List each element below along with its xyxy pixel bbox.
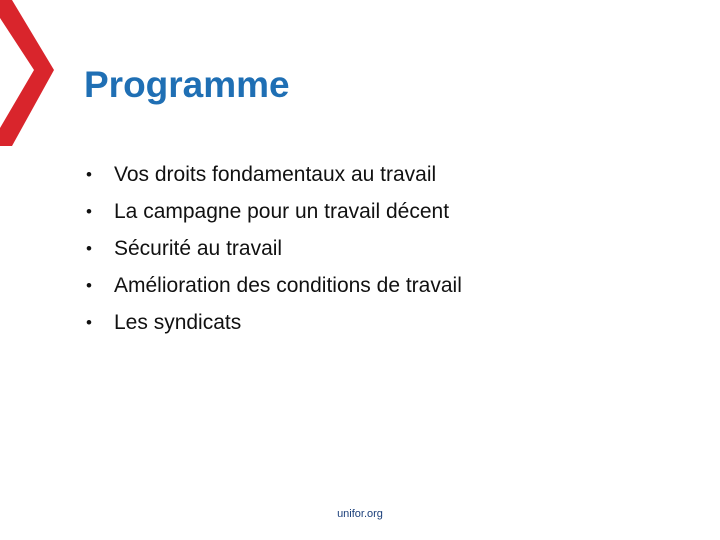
agenda-item [86,267,462,304]
bullet-icon: • [86,202,92,222]
agenda-item-label: Vos droits fondamentaux au travail [114,163,437,187]
agenda-item-label: Les syndicats [114,310,242,334]
bullet-icon: • [86,312,92,332]
agenda-item-label: Sécurité au travail [114,236,283,260]
bullet-icon: • [86,165,92,185]
agenda-item [86,304,462,341]
agenda-item [86,231,462,268]
agenda-item-label: La campagne pour un travail décent [114,200,450,224]
agenda-item [86,157,462,194]
agenda-list [86,157,462,341]
agenda-item [86,194,462,231]
bullet-icon: • [86,238,92,258]
bullet-icon: • [86,275,92,295]
red-chevron-icon [0,0,60,160]
footer-link[interactable]: unifor.org [337,508,383,520]
slide-title: Programme [84,64,290,105]
chevron-shape [0,0,54,146]
agenda-item-label: Amélioration des conditions de travail [114,273,462,297]
